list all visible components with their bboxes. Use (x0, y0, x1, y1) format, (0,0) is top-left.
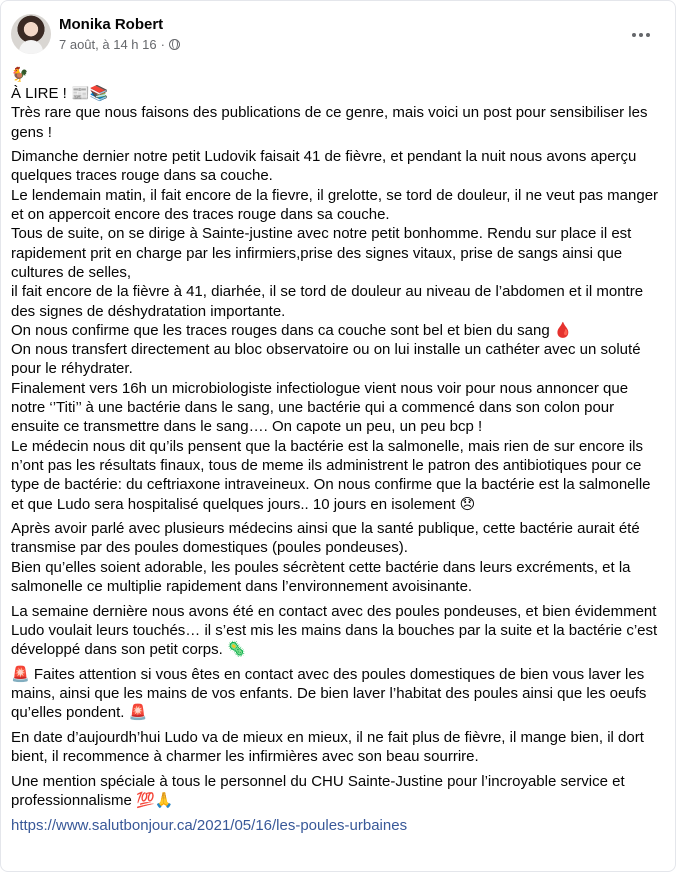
story-line: Le médecin nous dit qu’ils pensent que la bactérie est la salmonelle, mais rien de sur encore ils n’ont pas les résultats finaux, tous de meme ils administrent le patron des antibiotiques pour ce type de bactérie: du ceftriaxone intraveineux. On nous confirme que la bactérie est la salmonelle et que Ludo sera hospitalisé quelques jours.. 10 jours en isolement 😞 (11, 437, 651, 513)
thanks-paragraph (11, 772, 663, 811)
post-body (11, 65, 663, 840)
story-line: On nous transfert directement au bloc observatoire ou on lui installe un cathéter avec un soluté pour le réhydrater. (11, 341, 641, 378)
update-paragraph (11, 728, 663, 767)
link-paragraph (11, 816, 663, 835)
more-options-icon[interactable] (623, 21, 659, 49)
post-header (11, 13, 661, 57)
story-line: Le lendemain matin, il fait encore de la fievre, il grelotte, se tord de douleur, il ne veut pas manger et on appercoit encore des traces rouge dans sa couche. (11, 186, 659, 224)
globe-icon[interactable] (169, 39, 180, 50)
warning-paragraph (11, 665, 663, 723)
story-line: il fait encore de la fièvre à 41, diarhée, il se tord de douleur au niveau de l’abdomen et il montre des signes de déshydratation importante. (11, 283, 644, 320)
story-line: Dimanche dernier notre petit Ludovik faisait 41 de fièvre, et pendant la nuit nous avons aperçu quelques traces rouge dans sa couche. (11, 148, 637, 185)
cause-paragraph (11, 519, 663, 596)
title-line: À LIRE ! 📰📚 (11, 85, 109, 102)
meta-separator: · (160, 37, 165, 52)
story-line: Finalement vers 16h un microbiologiste infectiologue vient nous voir pour nous annoncer que notre ‘’Titi’’ à une bactérie dans le sang, une bactérie qui a commencé dans son colon pour ensuite ce transmettre dans le sang…. On capote un peu, un peu bcp ! (11, 379, 629, 436)
cause-line: Après avoir parlé avec plusieurs médecins ainsi que la santé publique, cette bactérie aurait été transmise par des poules domestiques (poules pondeuses). (11, 520, 640, 557)
thanks-line: Une mention spéciale à tous le personnel du CHU Sainte-Justine pour l’incroyable service et professionnalisme 💯🙏 (11, 772, 625, 810)
warning-line: 🚨 Faites attention si vous êtes en contact avec des poules domestiques de bien vous laver les mains, ainsi que les mains de vos enfants. De bien laver l’habitat des poules ainsi que les oeufs qu’elles pondent. 🚨 (11, 665, 647, 722)
article-link[interactable]: https://www.salutbonjour.ca/2021/05/16/les-poules-urbaines (11, 816, 408, 834)
story-line: On nous confirme que les traces rouges dans ca couche sont bel et bien du sang 🩸 (11, 321, 573, 339)
story-paragraph (11, 147, 663, 514)
post-meta (59, 37, 180, 52)
cause-line: Bien qu’elles soient adorable, les poules sécrètent cette bactérie dans leurs excréments, et la salmonelle ce multiplie rapidement dans l’environnement avoisinante. (11, 558, 631, 596)
story-line: Tous de suite, on se dirige à Sainte-justine avec notre petit bonhomme. Rendu sur place il est rapidement prit en charge par les infirmiers,prise des signes vitaux, prise de sangs ainsi que cultures de selles, (11, 225, 632, 281)
author-name[interactable]: Monika Robert (59, 16, 164, 33)
contact-line: La semaine dernière nous avons été en contact avec des poules pondeuses, et bien évidemment Ludo voulait leurs touchés… il s’est mis les mains dans la bouches par la suite et la bactérie c’est développé dans son petit corps. 🦠 (11, 602, 658, 659)
contact-paragraph (11, 602, 663, 660)
intro-text: Très rare que nous faisons des publications de ce genre, mais voici un post pour sensibiliser les gens ! (11, 104, 648, 141)
avatar[interactable] (11, 14, 51, 54)
intro-paragraph (11, 84, 663, 142)
rooster-emoji: 🐓 (11, 66, 29, 82)
update-line: En date d’aujourdh’hui Ludo va de mieux en mieux, il ne fait plus de fièvre, il mange bien, il dort bient, il recommence à charmer les infirmières avec son beau sourrire. (11, 728, 644, 766)
post-timestamp[interactable]: 7 août, à 14 h 16 (59, 37, 157, 52)
